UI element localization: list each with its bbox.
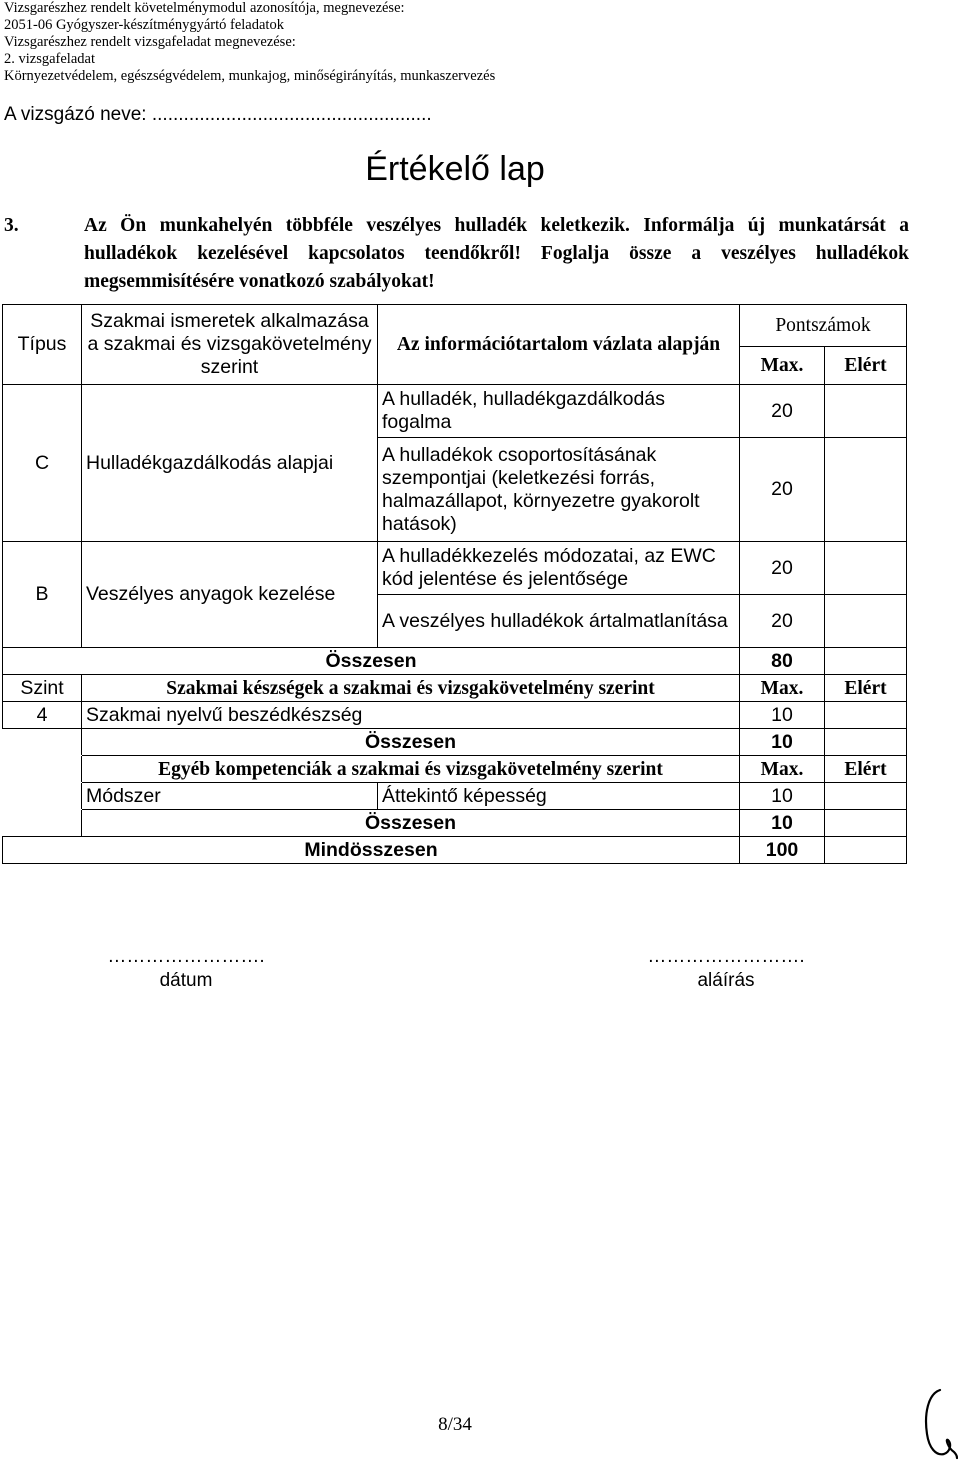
achieved-points-cell[interactable] bbox=[825, 385, 907, 438]
skills-header: Szakmai készségek a szakmai és vizsgakövetelmény szerint bbox=[82, 675, 740, 702]
max-points-cell: 20 bbox=[740, 542, 825, 595]
date-label: dátum bbox=[159, 970, 213, 991]
candidate-name-line: A vizsgázó neve: ..................................................... bbox=[4, 104, 432, 125]
date-field bbox=[58, 946, 314, 992]
signature-dotted-line: ……………………. bbox=[647, 946, 805, 967]
total-label: Összesen bbox=[82, 729, 740, 756]
task-statement bbox=[4, 212, 909, 296]
table-row bbox=[3, 702, 907, 729]
col-knowledge-header: Szakmai ismeretek alkalmazása a szakmai és vizsgakövetelmény szerint bbox=[82, 305, 378, 385]
info-cell: A hulladékkezelés módozatai, az EWC kód jelentése és jelentősége bbox=[378, 542, 740, 595]
type-cell: B bbox=[3, 542, 82, 648]
total-row bbox=[3, 810, 907, 837]
achieved-points-cell[interactable] bbox=[825, 595, 907, 648]
col-achieved-header: Elért bbox=[825, 675, 907, 702]
skill-cell: Szakmai nyelvű beszédkészség bbox=[82, 702, 740, 729]
grand-total-row bbox=[3, 837, 907, 864]
competency-cell: Áttekintő képesség bbox=[378, 783, 740, 810]
signature-label: aláírás bbox=[697, 970, 755, 991]
topic-cell: Veszélyes anyagok kezelése bbox=[82, 542, 378, 648]
col-info-header: Az információtartalom vázlata alapján bbox=[378, 305, 740, 385]
achieved-points-cell[interactable] bbox=[825, 702, 907, 729]
table-row bbox=[3, 783, 907, 810]
total-value: 10 bbox=[740, 810, 825, 837]
header-line: 2051-06 Gyógyszer-készítménygyártó feladatok bbox=[4, 17, 284, 33]
achieved-points-cell[interactable] bbox=[825, 783, 907, 810]
col-type-header: Típus bbox=[3, 305, 82, 385]
info-cell: A veszélyes hulladékok ártalmatlanítása bbox=[378, 595, 740, 648]
page-number: 8/34 bbox=[438, 1414, 472, 1435]
total-label: Összesen bbox=[82, 810, 740, 837]
info-cell: A hulladékok csoportosításának szempontjai (keletkezési forrás, halmazállapot, környezetre gyakorolt hatások) bbox=[378, 438, 740, 542]
level-cell: 4 bbox=[3, 702, 82, 729]
header-line: Környezetvédelem, egészségvédelem, munkajog, minőségirányítás, munkaszervezés bbox=[4, 68, 496, 84]
other-header-row bbox=[3, 756, 907, 783]
level-header: Szint bbox=[3, 675, 82, 702]
achieved-points-cell[interactable] bbox=[825, 438, 907, 542]
achieved-points-cell[interactable] bbox=[825, 542, 907, 595]
header-line: Vizsgarészhez rendelt követelménymodul azonosítója, megnevezése: bbox=[4, 0, 405, 16]
info-cell: A hulladék, hulladékgazdálkodás fogalma bbox=[378, 385, 740, 438]
skills-header-row bbox=[3, 675, 907, 702]
total-value: 10 bbox=[740, 729, 825, 756]
max-points-cell: 20 bbox=[740, 438, 825, 542]
col-achieved-header: Elért bbox=[825, 756, 907, 783]
table-row bbox=[3, 385, 907, 438]
col-max-header: Max. bbox=[740, 756, 825, 783]
total-row bbox=[3, 648, 907, 675]
task-number: 3. bbox=[4, 215, 19, 236]
total-value: 80 bbox=[740, 648, 825, 675]
col-achieved-header: Elért bbox=[825, 347, 907, 385]
total-row bbox=[3, 729, 907, 756]
topic-cell: Hulladékgazdálkodás alapjai bbox=[82, 385, 378, 542]
max-points-cell: 20 bbox=[740, 595, 825, 648]
col-max-header: Max. bbox=[740, 675, 825, 702]
handwritten-initial-icon bbox=[918, 1384, 958, 1460]
table-row bbox=[3, 542, 907, 595]
col-max-header: Max. bbox=[740, 347, 825, 385]
grand-total-label: Mindösszesen bbox=[3, 837, 740, 864]
category-cell: Módszer bbox=[82, 783, 378, 810]
signature-field bbox=[598, 946, 854, 992]
document-header bbox=[4, 0, 495, 85]
grand-total-value: 100 bbox=[740, 837, 825, 864]
col-points-header: Pontszámok bbox=[740, 305, 907, 347]
other-competencies-header: Egyéb kompetenciák a szakmai és vizsgakövetelmény szerint bbox=[82, 756, 740, 783]
max-points-cell: 10 bbox=[740, 783, 825, 810]
total-label: Összesen bbox=[3, 648, 740, 675]
max-points-cell: 10 bbox=[740, 702, 825, 729]
achieved-grand-total-cell[interactable] bbox=[825, 837, 907, 864]
page-title: Értékelő lap bbox=[365, 150, 545, 188]
date-dotted-line: ……………………. bbox=[107, 946, 265, 967]
task-text: Az Ön munkahelyén többféle veszélyes hulladék keletkezik. Informálja új munkatársát a hulladékok kezelésével kapcsolatos teendőkről! Foglalja össze a veszélyes hulladékok megsemmisítésére vonatkozó szabályokat! bbox=[84, 215, 909, 292]
achieved-total-cell[interactable] bbox=[825, 810, 907, 837]
type-cell: C bbox=[3, 385, 82, 542]
achieved-total-cell[interactable] bbox=[825, 729, 907, 756]
evaluation-table bbox=[2, 304, 907, 864]
achieved-total-cell[interactable] bbox=[825, 648, 907, 675]
max-points-cell: 20 bbox=[740, 385, 825, 438]
header-line: 2. vizsgafeladat bbox=[4, 51, 95, 67]
header-line: Vizsgarészhez rendelt vizsgafeladat megnevezése: bbox=[4, 34, 296, 50]
